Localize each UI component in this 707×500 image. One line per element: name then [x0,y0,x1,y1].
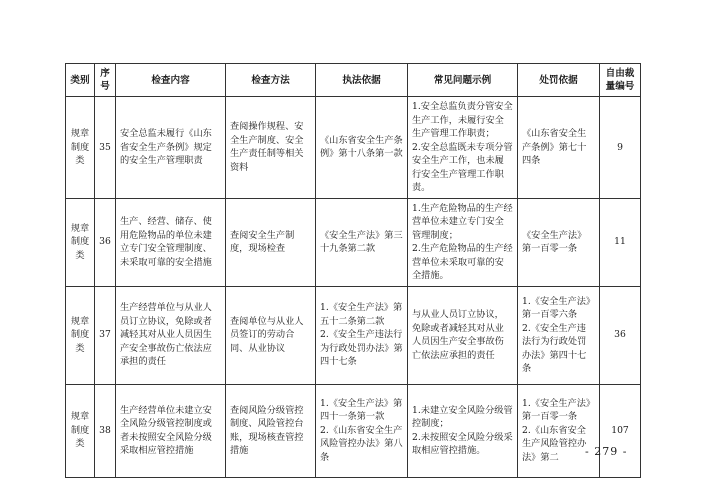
cell-category: 规章制度类 [66,384,95,477]
table-row [66,97,641,199]
table-row [66,286,641,384]
cell-seq: 36 [95,198,116,286]
cell-basis: 《安全生产法》第三十九条第二款 [316,198,408,286]
header-seq: 序号 [95,64,116,97]
cell-basis: 1.《安全生产法》第五十二条第二款 2.《安全生产违法行为行政处罚办法》第四十七条 [316,286,408,384]
page-number: - 279 - [585,445,628,458]
cell-seq: 38 [95,384,116,477]
table-row [66,198,641,286]
header-category: 类别 [66,64,95,97]
cell-penalty: 《安全生产法》第一百零一条 [518,198,600,286]
cell-content: 生产经营单位与从业人员订立协议，免除或者减轻其对从业人员因生产安全事故伤亡依法应承担的责任 [116,286,226,384]
cell-content: 生产经营单位未建立安全风险分级管控制度或者未按照安全风险分级采取相应管控措施 [116,384,226,477]
cell-code: 36 [600,286,641,384]
cell-code: 11 [600,198,641,286]
header-basis: 执法依据 [316,64,408,97]
cell-examples: 与从业人员订立协议，免除或者减轻其对从业人员因生产安全事故伤亡依法应承担的责任 [408,286,518,384]
cell-examples: 1.未建立安全风险分级管控制度； 2.未按照安全风险分级采取相应管控措施。 [408,384,518,477]
cell-penalty: 1.《安全生产法》第一百零一条 2.《山东省安全生产风险管控办法》第二 [518,384,600,477]
cell-penalty: 《山东省安全生产条例》第七十四条 [518,97,600,199]
header-method: 检查方法 [226,64,316,97]
cell-method: 查阅安全生产制度，现场检查 [226,198,316,286]
cell-method: 查阅单位与从业人员签订的劳动合同、从业协议 [226,286,316,384]
table-row [66,384,641,477]
cell-examples: 1.生产危险物品的生产经营单位未建立专门安全管理制度； 2.生产危险物品的生产经营单位未采取可靠的安全措施。 [408,198,518,286]
cell-seq: 35 [95,97,116,199]
inspection-table [65,63,641,478]
cell-seq: 37 [95,286,116,384]
cell-penalty: 1.《安全生产法》第一百零六条 2.《安全生产违法行为行政处罚办法》第四十七条 [518,286,600,384]
cell-content: 安全总监未履行《山东省安全生产条例》规定的安全生产管理职责 [116,97,226,199]
cell-content: 生产、经营、储存、使用危险物品的单位未建立专门安全管理制度、未采取可靠的安全措施 [116,198,226,286]
cell-basis: 《山东省安全生产条例》第十八条第一款 [316,97,408,199]
cell-category: 规章制度类 [66,198,95,286]
cell-method: 查阅操作规程、安全生产制度、安全生产责任制等相关资料 [226,97,316,199]
cell-category: 规章制度类 [66,97,95,199]
header-row [66,64,641,97]
header-examples: 常见问题示例 [408,64,518,97]
header-code: 自由裁量编号 [600,64,641,97]
header-penalty: 处罚依据 [518,64,600,97]
cell-basis: 1.《安全生产法》第四十一条第一款 2.《山东省安全生产风险管控办法》第八条 [316,384,408,477]
cell-code: 9 [600,97,641,199]
header-content: 检查内容 [116,64,226,97]
cell-code: 107 [600,384,641,477]
cell-category: 规章制度类 [66,286,95,384]
cell-examples: 1.安全总监负责分管安全生产工作，未履行安全生产管理工作职责； 2.安全总监既未专项分管安全生产工作，也未履行安全生产管理工作职责。 [408,97,518,199]
cell-method: 查阅风险分级管控制度、风险管控台账，现场核查管控措施 [226,384,316,477]
